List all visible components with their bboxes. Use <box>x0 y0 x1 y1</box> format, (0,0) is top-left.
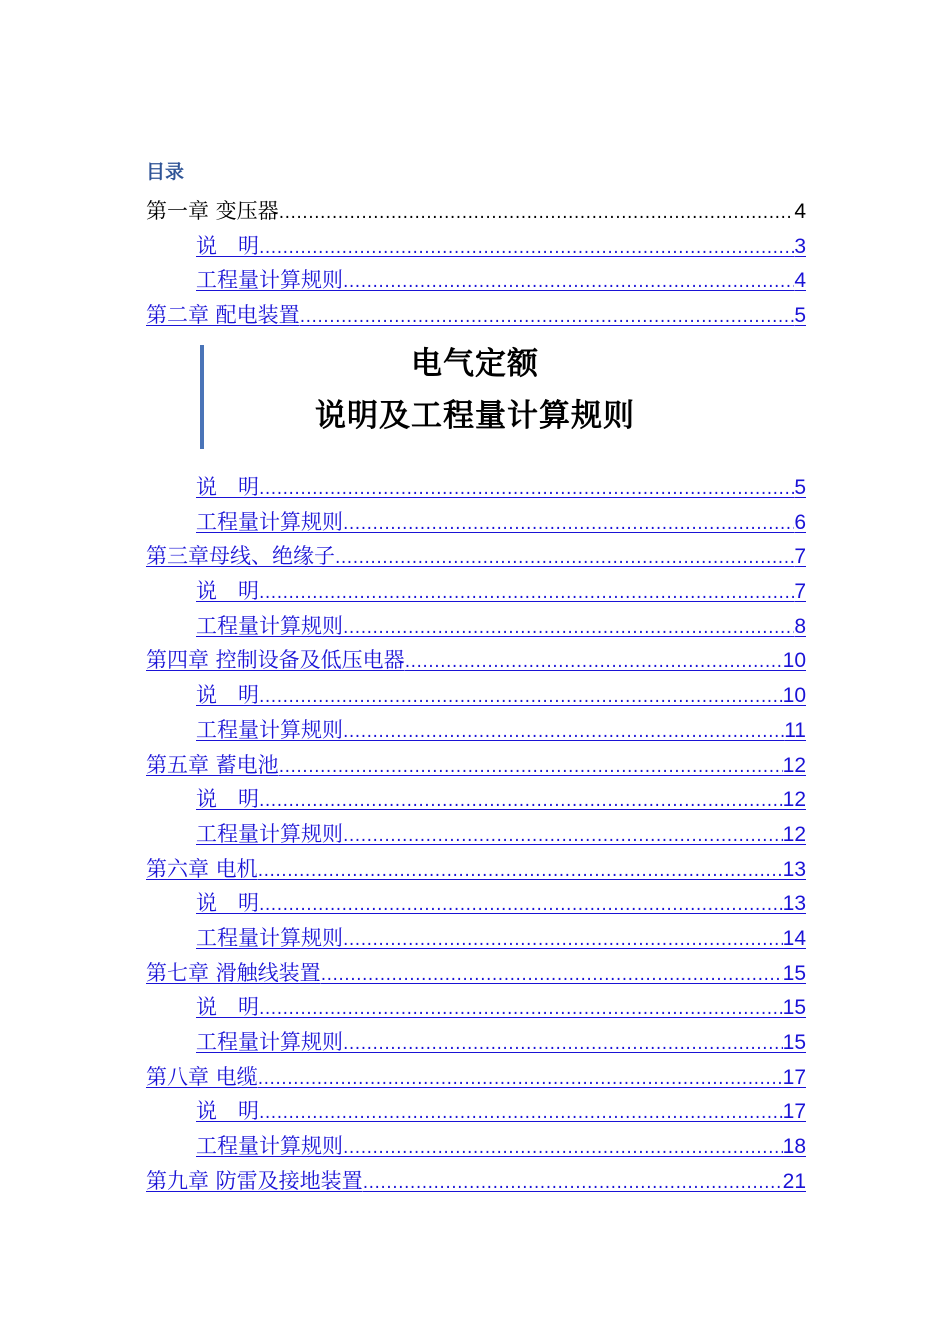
toc-dot-leader <box>321 958 783 993</box>
toc-chapter-entry[interactable] <box>146 643 806 678</box>
toc-dot-leader <box>258 1062 783 1097</box>
toc-page-number: 6 <box>794 510 806 534</box>
toc-page-number: 10 <box>782 684 806 708</box>
toc-chapter-entry[interactable] <box>146 298 806 333</box>
toc-page-number: 17 <box>782 1100 806 1124</box>
toc-dot-leader <box>259 1096 783 1131</box>
toc-dot-leader <box>279 750 783 785</box>
toc-entry-label: 工程量计算规则 <box>196 613 343 638</box>
title-line-2: 说明及工程量计算规则 <box>315 398 635 434</box>
toc-page-number: 13 <box>782 857 806 881</box>
toc-list-rest <box>146 470 806 1198</box>
toc-subentry[interactable] <box>146 782 806 817</box>
toc-entry-label: 工程量计算规则 <box>196 717 343 742</box>
toc-page-number: 10 <box>782 649 806 673</box>
toc-page-number: 12 <box>782 753 806 777</box>
toc-dot-leader <box>259 680 783 715</box>
toc-page-number: 8 <box>794 614 806 638</box>
toc-list-top <box>146 194 806 333</box>
toc-dot-leader <box>259 784 783 819</box>
toc-page-number: 18 <box>782 1135 806 1159</box>
toc-chapter-entry[interactable] <box>146 852 806 887</box>
toc-dot-leader <box>343 507 794 542</box>
toc-subentry[interactable] <box>146 1025 806 1060</box>
toc-page-number: 21 <box>782 1169 806 1193</box>
toc-page-number: 13 <box>782 892 806 916</box>
toc-entry-label: 第二章 配电装置 <box>146 303 300 328</box>
document-title <box>230 338 720 442</box>
toc-subentry[interactable] <box>146 609 806 644</box>
toc-chapter-entry <box>146 194 806 229</box>
toc-entry-label: 说 明 <box>196 579 259 604</box>
toc-entry-label: 第一章 变压器 <box>146 199 279 223</box>
toc-dot-leader <box>258 854 783 889</box>
toc-entry-label: 第六章 电机 <box>146 856 258 881</box>
toc-dot-leader <box>259 231 794 266</box>
toc-page-number: 12 <box>782 822 806 846</box>
toc-subentry[interactable] <box>146 713 806 748</box>
toc-dot-leader <box>343 819 783 854</box>
toc-dot-leader <box>300 300 795 335</box>
toc-entry-label: 第三章母线、绝缘子 <box>146 544 335 569</box>
toc-page-number: 12 <box>782 788 806 812</box>
toc-page-number: 14 <box>782 926 806 950</box>
toc-entry-label: 第四章 控制设备及低压电器 <box>146 648 405 673</box>
toc-entry-label: 第七章 滑触线装置 <box>146 960 321 985</box>
toc-dot-leader <box>259 992 783 1027</box>
toc-chapter-entry[interactable] <box>146 748 806 783</box>
toc-page-number: 7 <box>794 580 806 604</box>
toc-chapter-entry[interactable] <box>146 1060 806 1095</box>
toc-dot-leader <box>343 715 784 750</box>
toc-entry-label: 工程量计算规则 <box>196 268 343 293</box>
toc-subentry[interactable] <box>146 263 806 298</box>
toc-entry-label: 工程量计算规则 <box>196 1030 343 1054</box>
toc-subentry[interactable] <box>146 886 806 921</box>
toc-page-number: 11 <box>784 718 806 742</box>
toc-dot-leader <box>279 196 795 231</box>
toc-entry-label: 工程量计算规则 <box>196 1134 343 1159</box>
toc-entry-label: 说 明 <box>196 787 259 812</box>
toc-entry-label: 说 明 <box>196 233 259 258</box>
toc-entry-label: 工程量计算规则 <box>196 509 343 534</box>
toc-subentry[interactable] <box>146 921 806 956</box>
toc-subentry[interactable] <box>146 817 806 852</box>
title-accent-bar <box>200 345 204 449</box>
toc-subentry[interactable] <box>146 1129 806 1164</box>
toc-dot-leader <box>405 645 783 680</box>
toc-page-number: 5 <box>794 476 806 499</box>
toc-entry-label: 第八章 电缆 <box>146 1064 258 1089</box>
toc-page-number: 7 <box>794 545 806 569</box>
toc-dot-leader <box>259 576 794 611</box>
toc-subentry[interactable] <box>146 505 806 540</box>
toc-subentry[interactable] <box>146 990 806 1025</box>
toc-entry-label: 说 明 <box>196 683 259 708</box>
toc-chapter-entry[interactable] <box>146 539 806 574</box>
toc-dot-leader <box>335 541 794 576</box>
toc-subentry[interactable] <box>146 678 806 713</box>
toc-dot-leader <box>363 1166 783 1201</box>
toc-chapter-entry[interactable] <box>146 956 806 991</box>
toc-entry-label: 说 明 <box>196 1099 259 1124</box>
toc-dot-leader <box>343 265 794 300</box>
toc-subentry[interactable] <box>146 229 806 264</box>
toc-entry-label: 说 明 <box>196 475 259 499</box>
toc-dot-leader <box>343 1027 783 1062</box>
toc-heading: 目录 <box>146 161 185 183</box>
toc-page-number: 15 <box>782 1031 806 1054</box>
toc-entry-label: 第九章 防雷及接地装置 <box>146 1168 363 1193</box>
toc-page-number: 15 <box>782 996 806 1020</box>
toc-subentry[interactable] <box>146 470 806 505</box>
toc-entry-label: 说 明 <box>196 995 259 1020</box>
toc-page-number: 15 <box>782 961 806 985</box>
title-line-1: 电气定额 <box>411 346 539 382</box>
toc-chapter-entry[interactable] <box>146 1164 806 1199</box>
toc-entry-label: 说 明 <box>196 891 259 916</box>
toc-dot-leader <box>343 923 783 958</box>
toc-page-number: 5 <box>794 304 806 328</box>
toc-page-number: 4 <box>794 200 806 223</box>
toc-dot-leader <box>343 1131 783 1166</box>
toc-page-number: 3 <box>794 234 806 258</box>
toc-entry-label: 工程量计算规则 <box>196 925 343 950</box>
toc-page-number: 4 <box>794 269 806 293</box>
toc-dot-leader <box>259 472 794 507</box>
toc-page-number: 17 <box>782 1065 806 1089</box>
toc-subentry[interactable] <box>146 574 806 609</box>
toc-entry-label: 第五章 蓄电池 <box>146 752 279 777</box>
toc-dot-leader <box>343 611 794 646</box>
toc-subentry[interactable] <box>146 1094 806 1129</box>
toc-entry-label: 工程量计算规则 <box>196 821 343 846</box>
toc-dot-leader <box>259 888 783 923</box>
